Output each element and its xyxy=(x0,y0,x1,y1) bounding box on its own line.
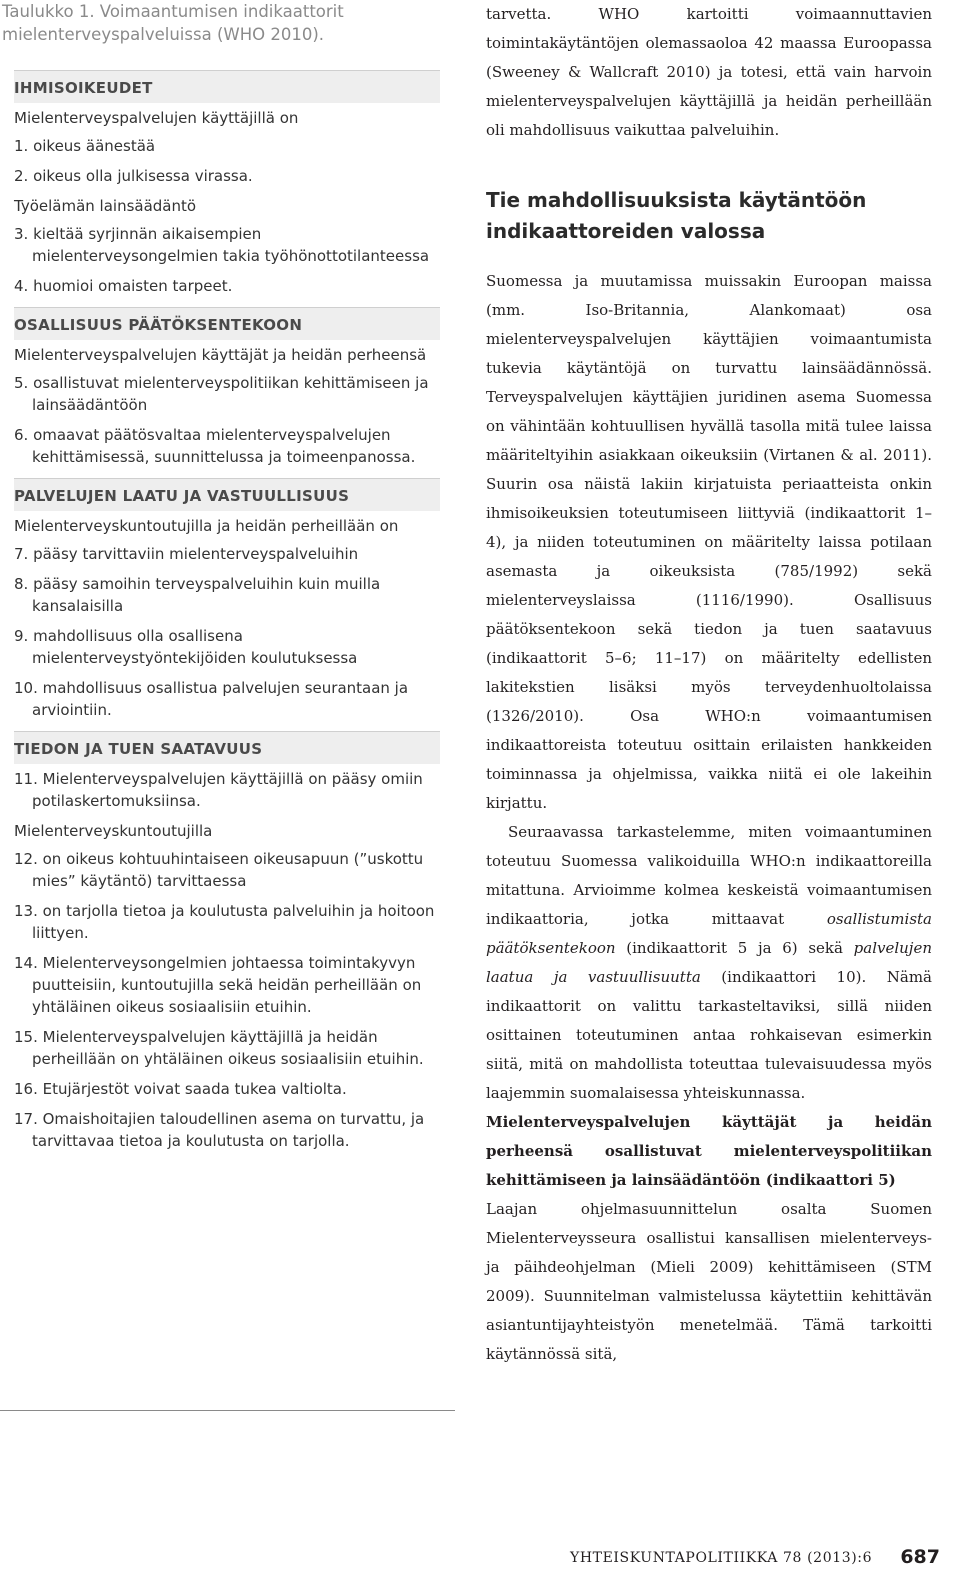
paragraph-intro: tarvetta. WHO kartoitti voimaannuttavien toimintakäytäntöjen olemassaoloa 42 maassa Euroopassa (Sweeney & Wallcraft 2010) ja totesi, että vain harvoin mielenterveyspalvelujen käyttäjillä ja heidän perheillään oli mahdollisuus vaikuttaa palveluihin. xyxy=(486,5,932,139)
indicator-item: 16. Etujärjestöt voivat saada tukea valtiolta. xyxy=(14,1080,347,1098)
indicator-item: 4. huomioi omaisten tarpeet. xyxy=(14,277,233,295)
indicator-item: 12. on oikeus kohtuuhintaiseen oikeusapuun (”uskottu mies” käytäntö) tarvittaessa xyxy=(14,850,424,890)
table-section-heading: PALVELUJEN LAATU JA VASTUULLISUUS xyxy=(14,478,440,511)
table-subheading: Työelämän lainsäädäntö xyxy=(14,197,197,215)
table-section xyxy=(14,731,440,1152)
table-body xyxy=(14,70,440,1162)
journal-name: YHTEISKUNTAPOLITIIKKA 78 (2013):6 xyxy=(570,1550,873,1566)
table-subheading: Mielenterveyspalvelujen käyttäjillä on xyxy=(14,109,299,127)
indicator-item: 7. pääsy tarvittaviin mielenterveyspalveluihin xyxy=(14,545,359,563)
indicator-item: 3. kieltää syrjinnän aikaisempien mielenterveysongelmien takia työhönottotilanteessa xyxy=(14,225,430,265)
subsection-heading-number: (indikaattori 5) xyxy=(760,1171,896,1189)
indicator-item: 1. oikeus äänestää xyxy=(14,137,156,155)
text-segment: (indikaattorit 5 ja 6) sekä xyxy=(615,939,854,957)
table-subheading: Mielenterveyskuntoutujilla ja heidän perheillään on xyxy=(14,517,399,535)
subsection-heading-indicator-5 xyxy=(486,1108,932,1195)
text-segment: (indikaattori 10). Nämä indikaattorit on valittu tarkasteltaviksi, sillä niiden osittainen toteutuminen antaa rohkaisevan esimerkin siitä, mitä on mahdollista toteuttaa tulevaisuudessa myös laajemmin suomalaisessa yhteiskunnassa. xyxy=(486,968,932,1102)
subsection-heading-text: Mielenterveyspalvelujen käyttäjät ja heidän perheensä osallistuvat mielenterveyspolitiikan kehittämiseen ja lainsäädäntöön xyxy=(486,1113,932,1189)
table-section xyxy=(14,70,440,297)
table-bottom-rule xyxy=(0,1410,455,1411)
table-box xyxy=(0,0,455,1430)
indicator-item: 8. pääsy samoihin terveyspalveluihin kuin muilla kansalaisilla xyxy=(14,575,381,615)
paragraph-analysis xyxy=(486,818,932,1108)
text-segment: Seuraavassa tarkastelemme, miten voimaantuminen toteutuu Suomessa valikoiduilla WHO:n indikaattoreilla mitattuna. Arvioimme kolmea keskeistä voimaantumisen indikaattoria, jotka mittaavat xyxy=(486,823,932,928)
table-section xyxy=(14,478,440,721)
indicator-item: 14. Mielenterveysongelmien johtaessa toimintakyvyn puutteisiin, kuntoutujilla sekä heidän perheillään on yhtäläinen oikeus sosiaalisiin etuihin. xyxy=(14,954,422,1016)
body-column xyxy=(486,0,932,1369)
indicator-item: 11. Mielenterveyspalvelujen käyttäjillä on pääsy omiin potilaskertomuksiinsa. xyxy=(14,770,423,810)
italic-term: palvelujen laatua ja vastuullisuutta xyxy=(486,939,932,986)
indicator-item: 17. Omaishoitajien taloudellinen asema on turvattu, ja tarvittavaa tietoa ja koulutusta on tarjolla. xyxy=(14,1110,425,1150)
table-section-heading: OSALLISUUS PÄÄTÖKSENTEKOON xyxy=(14,307,440,340)
indicator-item: 15. Mielenterveyspalvelujen käyttäjillä ja heidän perheillään on yhtäläinen oikeus sosiaalisiin etuihin. xyxy=(14,1028,424,1068)
section-heading-indicators: Tie mahdollisuuksista käytäntöön indikaattoreiden valossa xyxy=(486,188,867,243)
paragraph-program: Laajan ohjelmasuunnittelun osalta Suomen Mielenterveysseura osallistui kansallisen mielenterveys- ja päihdeohjelman (Mieli 2009) kehittämiseen (STM 2009). Suunnitelman valmistelussa käytettiin kehittävän asiantuntijayhteistyön menetelmää. Tämä tarkoitti käytännössä sitä, xyxy=(486,1200,932,1363)
table-subheading: Mielenterveyspalvelujen käyttäjät ja heidän perheensä xyxy=(14,346,427,364)
paragraph-finland: Suomessa ja muutamissa muissakin Euroopan maissa (mm. Iso-Britannia, Alankomaat) osa mielenterveyspalvelujen käyttäjien voimaantumista tukevia käytäntöjä on turvattu lainsäädännössä. Terveyspalvelujen käyttäjien juridinen asema Suomessa on vähintään kohtuullisen hyvällä tasolla mitä tulee laissa määriteltyihin asiakkaan oikeuksiin (Virtanen & al. 2011). Suurin osa näistä lakiin kirjatuista periaatteista onkin ihmisoikeuksien toteutumiseen liittyviä (indikaattorit 1–4), ja niiden toteutuminen on määritelty laissa potilaan asemasta ja oikeuksista (785/1992) sekä mielenterveyslaissa (1116/1990). Osallisuus päätöksentekoon sekä tiedon ja tuen saatavuus (indikaattorit 5–6; 11–17) on määritelty edellisten lakitekstien lisäksi myös terveydenhuoltolaissa (1326/2010). Osa WHO:n voimaantumisen indikaattoreista toteutuu osittain erilaisten hankkeiden toiminnassa ja ohjelmissa, vaikka niitä ei ole lakeihin kirjattu. xyxy=(486,272,932,812)
table-caption: Taulukko 1. Voimaantumisen indikaattorit mielenterveyspalveluissa (WHO 2010). xyxy=(2,2,344,44)
table-section-heading: TIEDON JA TUEN SAATAVUUS xyxy=(14,731,440,764)
indicator-item: 6. omaavat päätösvaltaa mielenterveyspalvelujen kehittämisessä, suunnittelussa ja toimeenpanossa. xyxy=(14,426,416,466)
indicator-item: 10. mahdollisuus osallistua palvelujen seurantaan ja arviointiin. xyxy=(14,679,409,719)
page-footer xyxy=(570,1546,940,1576)
italic-term: osallistumista päätöksentekoon xyxy=(486,910,932,957)
page-number: 687 xyxy=(900,1546,940,1568)
table-section xyxy=(14,307,440,468)
indicator-item: 5. osallistuvat mielenterveyspolitiikan kehittämiseen ja lainsäädäntöön xyxy=(14,374,429,414)
indicator-item: 9. mahdollisuus olla osallisena mielenterveystyöntekijöiden koulutuksessa xyxy=(14,627,358,667)
indicator-item: 2. oikeus olla julkisessa virassa. xyxy=(14,167,253,185)
table-section-heading: IHMISOIKEUDET xyxy=(14,70,440,103)
indicator-item: 13. on tarjolla tietoa ja koulutusta palveluihin ja hoitoon liittyen. xyxy=(14,902,435,942)
table-subheading: Mielenterveyskuntoutujilla xyxy=(14,822,213,840)
